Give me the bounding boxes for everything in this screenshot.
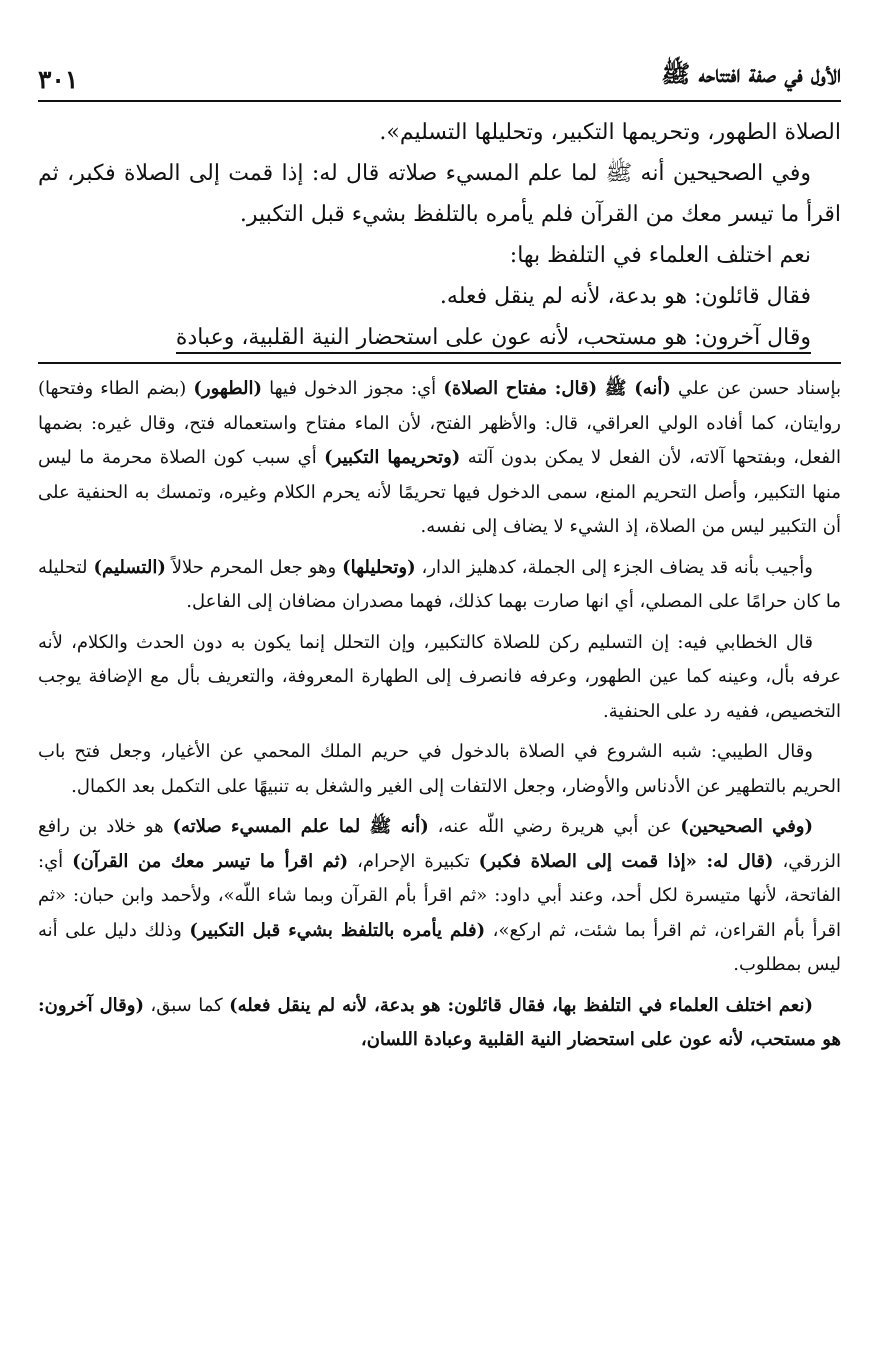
note-bold: (وفي الصحيحين) (680, 816, 814, 837)
note-text: أي سبب كون الصلاة محرمة ما ليس منها التكبير، وأصل التحريم المنع، سمى الدخول فيها تحريمًا لأنه يحرم الكلام وغيره، وتمسك به الحنفية على أن التكبير ليس من الصلاة، إذ الشيء لا يضاف إلى نفسه. (38, 447, 841, 537)
note-text: عن أبي هريرة رضي اللّه عنه، (428, 816, 681, 837)
main-text (38, 112, 841, 358)
note-text: وذلك دليل على أنه ليس بمطلوب. (38, 919, 841, 975)
note-text: تكبيرة الإحرام، (348, 850, 479, 872)
main-paragraph-4: فقال قائلون: هو بدعة، لأنه لم ينقل فعله. (439, 284, 811, 309)
note-text: وهو جعل المحرم حلالاً (165, 556, 343, 578)
note-bold: (الطهور) (193, 378, 262, 399)
main-last-line: وقال آخرون: هو مستحب، لأنه عون على استحضار النية القلبية، وعبادة (176, 325, 811, 354)
note-text: أي: مجوز الدخول فيها (261, 378, 444, 399)
footnote-separator (38, 362, 841, 364)
main-paragraph-2: وفي الصحيحين أنه ﷺ لما علم المسيء صلاته قال له: إذا قمت إلى الصلاة فكبر، ثم اقرأ ما تيسر معك من القرآن فلم يأمره بالتلفظ بشيء قبل التكبير. (38, 161, 841, 227)
main-paragraph-5 (38, 317, 841, 358)
page-number: ٣٠١ (38, 65, 79, 94)
note-text: وأجيب بأنه قد يضاف الجزء إلى الجملة، كدهليز الدار، (415, 556, 814, 578)
note-text: لتحليله ما كان حرامًا على المصلي، أي انها صارت بهما كذلك، فهما مصدران مضافان إلى الفاعل. (38, 556, 841, 612)
commentary (38, 372, 841, 1058)
note-text: (بضم الطاء وفتحها) روايتان، كما أفاده الولي العراقي، قال: والأظهر الفتح، لأن الماء مفتاح واستعماله فتح، وقال غيره: بضمها الفعل، وبفتحها آلاته، لأن الفعل لا يمكن بدون آلته (38, 378, 841, 468)
note-text: هو خلاد بن رافع الزرقي، (38, 816, 841, 872)
note-text: أي: الفاتحة، لأنها متيسرة لكل أحد، وعند أبي داود: «ثم اقرأ بأم القرآن وبما شاء اللّه»، ولأحمد وابن حبان: «ثم اقرأ بأم القراءن، ثم اقرأ بما شئت، ثم اركع»، (38, 850, 841, 941)
note-bold: (أنه) ﷺ (قال: مفتاح الصلاة) (443, 378, 671, 399)
commentary-paragraph-6 (38, 989, 841, 1058)
commentary-paragraph-4: وقال الطيبي: شبه الشروع في الصلاة بالدخول في حريم الملك المحمي عن الأغيار، وجعل فتح باب الحريم بالتطهير عن الأدناس والأوضار، وجعل الالتفات إلى الغير والشغل به تنبيهًا على التكمل بعد الكمال. (38, 741, 841, 797)
note-bold: (وقال آخرون: هو مستحب، لأنه عون على استحضار النية القلبية وعبادة اللسان، (38, 994, 841, 1050)
main-paragraph-3: نعم اختلف العلماء في التلفظ بها: (509, 243, 811, 268)
main-paragraph-1: الصلاة الطهور، وتحريمها التكبير، وتحليلها التسليم». (379, 120, 841, 145)
note-bold: (ثم اقرأ ما تيسر معك من القرآن) (72, 850, 349, 872)
note-bold: (وتحريمها التكبير) (324, 447, 461, 468)
note-bold: (وتحليلها) (342, 556, 416, 578)
commentary-paragraph-2 (38, 551, 841, 620)
note-text: بإسناد حسن عن علي (670, 378, 841, 399)
commentary-paragraph-3: قال الخطابي فيه: إن التسليم ركن للصلاة كالتكبير، وإن التحلل إنما يكون به دون الحدث والكلام، لأنه عرفه بأل، وعينه كما عين الطهور، وعرفه فانصرف إلى الطهارة المعروفة، والتعريف بأل مع الإضافة يوجب التخصيص، ففيه رد على الحنفية. (38, 631, 841, 722)
note-bold: (قال له: «إذا قمت إلى الصلاة فكبر) (478, 850, 774, 872)
note-text: كما سبق، (143, 994, 230, 1016)
running-header (38, 58, 841, 102)
note-bold: (أنه ﷺ لما علم المسيء صلاته) (172, 816, 429, 837)
chapter-title: الأول في صفة افتتاحه ﷺ (661, 59, 841, 88)
note-bold: (فلم يأمره بالتلفظ بشيء قبل التكبير) (189, 919, 486, 941)
commentary-paragraph-1 (38, 372, 841, 545)
note-bold: (نعم اختلف العلماء في التلفظ بها، فقال قائلون: هو بدعة، لأنه لم ينقل فعله) (229, 994, 813, 1016)
commentary-paragraph-5 (38, 810, 841, 983)
note-bold: (التسليم) (93, 556, 166, 578)
